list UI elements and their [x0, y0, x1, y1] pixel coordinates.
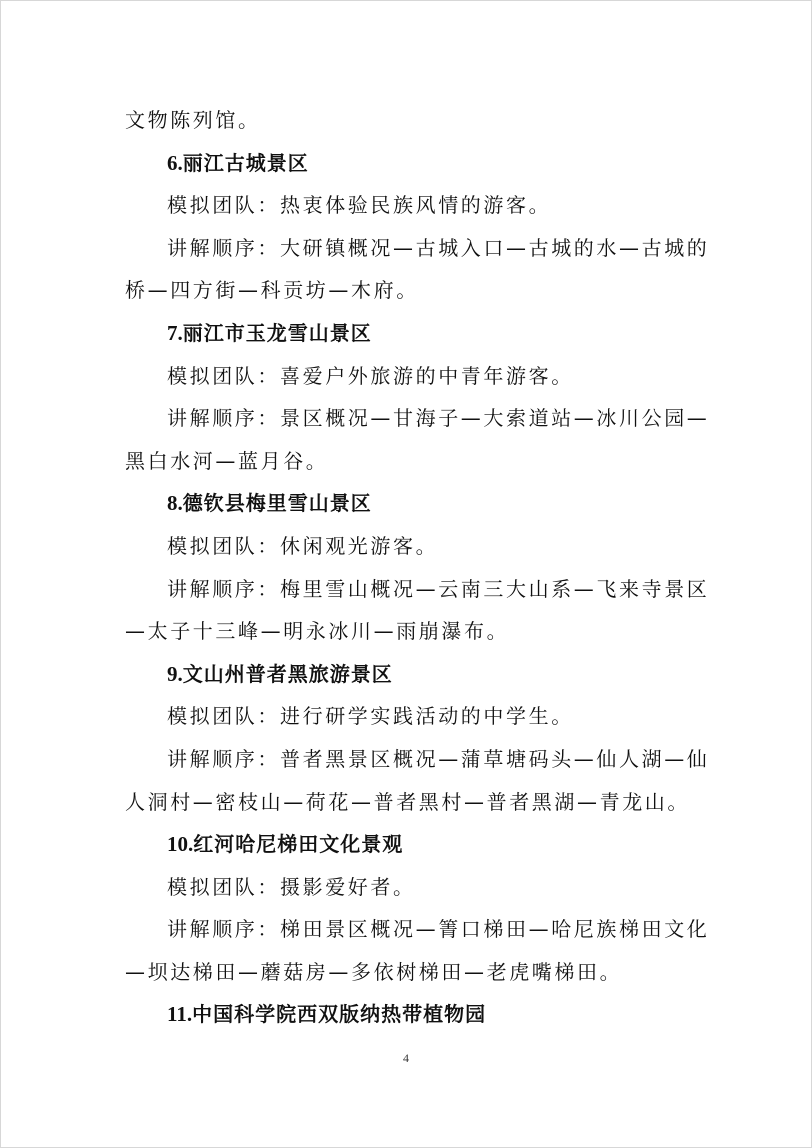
text-line: [125, 269, 695, 312]
text-line: [125, 866, 695, 909]
text-line: [125, 610, 695, 653]
text-line: [125, 951, 695, 994]
text-line: [125, 227, 710, 270]
text-line: [125, 355, 695, 398]
text-line: [125, 525, 695, 568]
heading-text: 丽江古城景区: [182, 150, 309, 175]
section-heading-11: [125, 993, 695, 1036]
text-line: [125, 738, 710, 781]
text-line: [125, 440, 695, 483]
line-text: 讲解顺序：普者黑景区概况—蒲草塘码头—仙人湖—仙: [167, 746, 710, 771]
line-text: 讲解顺序：梅里雪山概况—云南三大山系—飞来寺景区: [167, 576, 710, 601]
heading-number: 8.: [167, 491, 183, 516]
heading-number: 10.: [167, 832, 194, 857]
line-text: —坝达梯田—蘑菇房—多依树梯田—老虎嘴梯田。: [125, 959, 623, 984]
heading-text: 文山州普者黑旅游景区: [182, 661, 393, 686]
line-text: 黑白水河—蓝月谷。: [125, 448, 329, 473]
text-line: [125, 781, 695, 824]
text-line: [125, 99, 695, 142]
line-text: 人洞村—密枝山—荷花—普者黑村—普者黑湖—青龙山。: [125, 789, 690, 814]
heading-number: 6.: [167, 150, 183, 175]
heading-text: 丽江市玉龙雪山景区: [182, 320, 372, 345]
text-line: [125, 568, 710, 611]
line-text: 讲解顺序：景区概况—甘海子—大索道站—冰川公园—: [167, 406, 710, 431]
text-line: [125, 184, 695, 227]
heading-number: 7.: [167, 320, 183, 345]
line-text: 讲解顺序：梯田景区概况—箐口梯田—哈尼族梯田文化: [167, 917, 710, 942]
line-text: 模拟团队：休闲观光游客。: [167, 533, 439, 558]
heading-text: 中国科学院西双版纳热带植物园: [192, 1002, 487, 1027]
heading-text: 红河哈尼梯田文化景观: [193, 832, 404, 857]
line-text: 桥—四方街—科贡坊—木府。: [125, 278, 419, 303]
line-text: 讲解顺序：大研镇概况—古城入口—古城的水—古城的: [167, 235, 710, 260]
heading-number: 9.: [167, 661, 183, 686]
line-text: 文物陈列馆。: [125, 108, 261, 132]
line-text: 模拟团队：热衷体验民族风情的游客。: [167, 193, 552, 218]
text-line: [125, 695, 695, 738]
page-number: 4: [403, 1051, 409, 1065]
section-heading-8: [125, 482, 695, 525]
text-line: [125, 908, 710, 951]
heading-number: 11.: [167, 1002, 193, 1027]
document-body: [125, 99, 710, 1036]
section-heading-10: [125, 823, 695, 866]
section-heading-7: [125, 312, 695, 355]
text-line: [125, 397, 710, 440]
section-heading-9: [125, 653, 695, 696]
line-text: 模拟团队：摄影爱好者。: [167, 874, 416, 899]
heading-text: 德钦县梅里雪山景区: [182, 491, 372, 516]
line-text: —太子十三峰—明永冰川—雨崩瀑布。: [125, 619, 510, 644]
section-heading-6: [125, 142, 695, 185]
line-text: 模拟团队：进行研学实践活动的中学生。: [167, 704, 574, 729]
line-text: 模拟团队：喜爱户外旅游的中青年游客。: [167, 363, 574, 388]
